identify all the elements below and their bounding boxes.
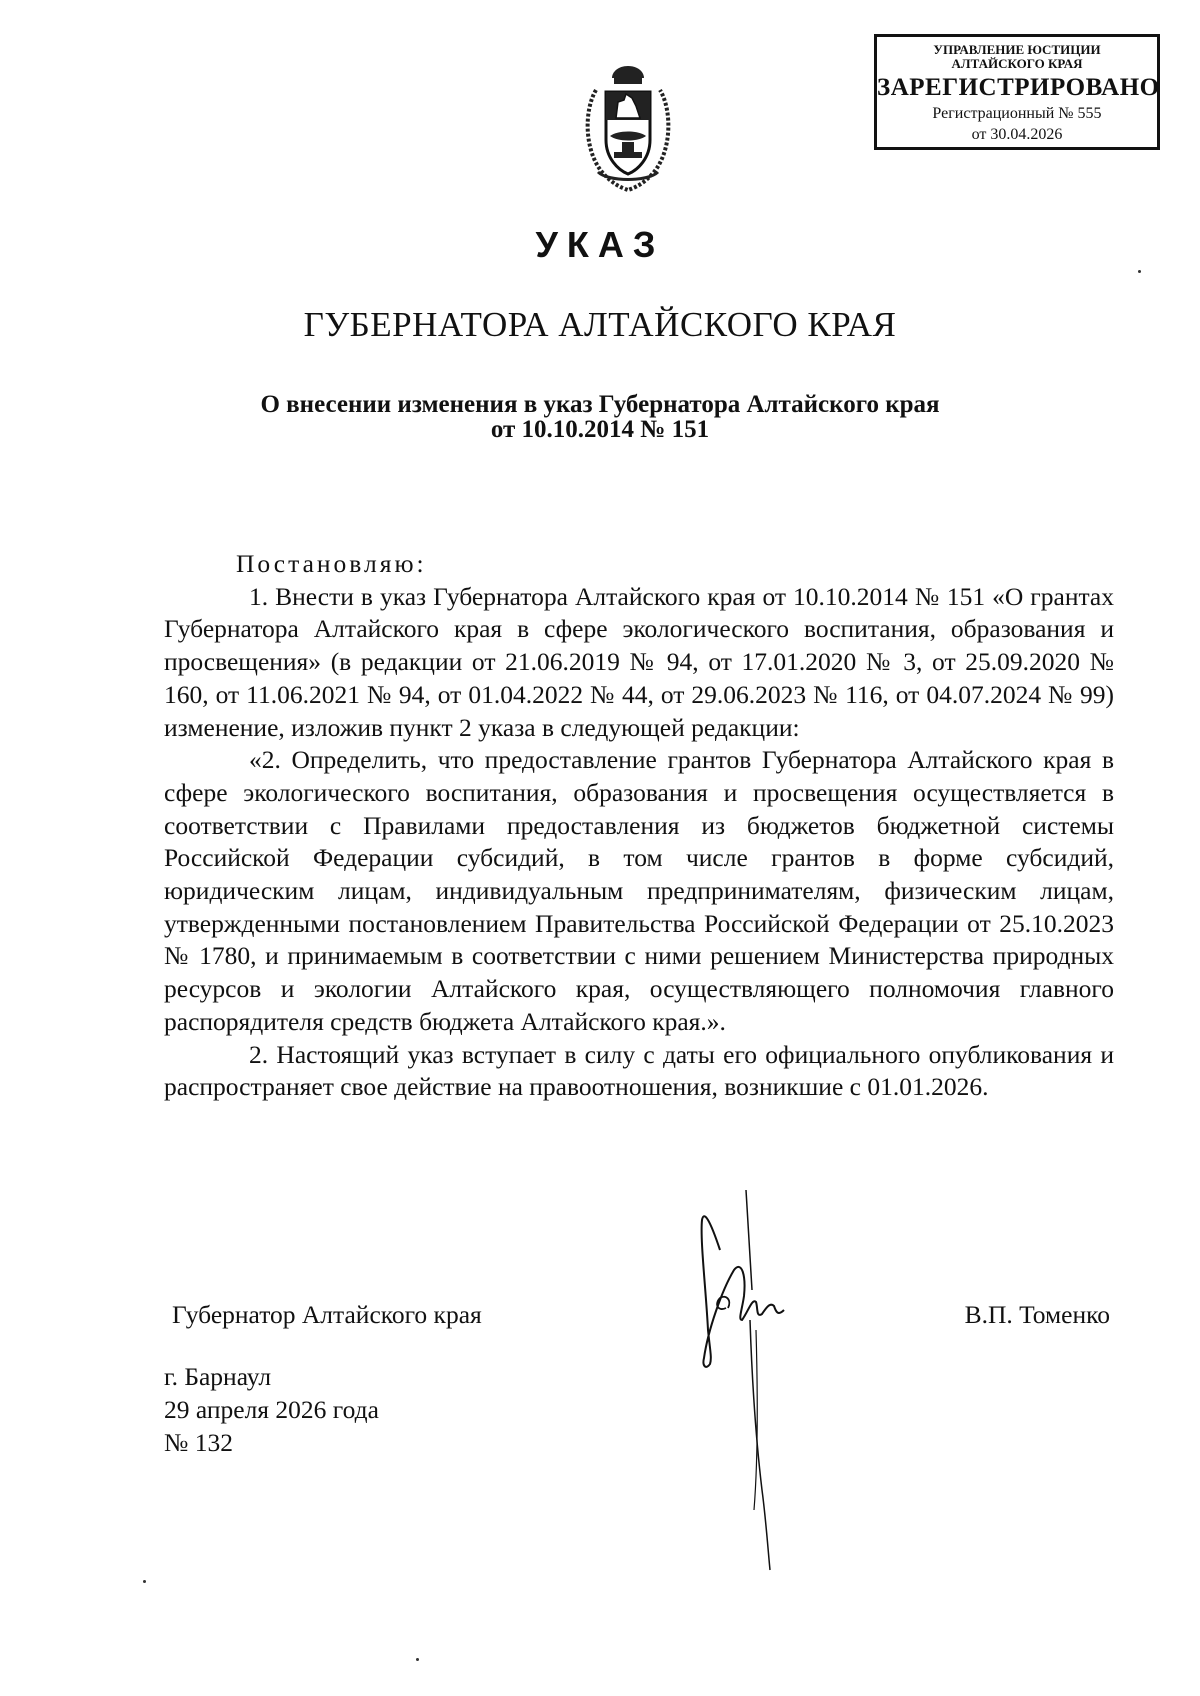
preamble: Постановляю: [236, 549, 427, 578]
stamp-status: ЗАРЕГИСТРИРОВАНО [877, 74, 1160, 101]
scan-speck [143, 1580, 146, 1583]
registration-stamp [874, 34, 1160, 150]
stamp-reg-number: Регистрационный № 555 [932, 105, 1102, 122]
issue-number: № 132 [164, 1428, 233, 1457]
signer-role: Губернатор Алтайского края [172, 1300, 482, 1329]
paragraph-2: «2. Определить, что предоставление грантов Губернатора Алтайского края в сфере экологического воспитания, образования и просвещения осуществляется в соответствии с Правилами предоставления из бюджетов бюджетной системы Российской Федерации субсидий, в том числе грантов в форме субсидий, юридическим лицам, индивидуальным предпринимателям, физическим лицам, утвержденными постановлением Правительства Российской Федерации от 25.10.2023 № 1780, и принимаемым в соответствии с ними решением Министерства природных ресурсов и экологии Алтайского края, осуществляющего полномочия главного распорядителя средств бюджета Алтайского края.». [164, 745, 1114, 1036]
issue-date: 29 апреля 2026 года [164, 1395, 379, 1424]
stamp-line-1: УПРАВЛЕНИЕ ЮСТИЦИИ [933, 42, 1101, 57]
document-body [164, 548, 1114, 1104]
paragraph-3: 2. Настоящий указ вступает в силу с даты его официального опубликования и распространяет свое действие на правоотношения, возникшие с 01.01.2026. [164, 1039, 1114, 1102]
document-subject [0, 392, 1200, 442]
stamp-line-2: АЛТАЙСКОГО КРАЯ [951, 56, 1083, 71]
coat-of-arms-icon [578, 60, 678, 200]
document-type: УКАЗ [535, 224, 665, 265]
handwritten-signature [660, 1180, 840, 1580]
subject-line-2: от 10.10.2014 № 151 [490, 416, 710, 443]
issue-city: г. Барнаул [164, 1362, 272, 1391]
scan-speck [416, 1658, 419, 1661]
scan-speck [1138, 270, 1141, 273]
subject-line-1: О внесении изменения в указ Губернатора Алтайского края [260, 391, 940, 418]
issue-details [164, 1360, 379, 1459]
paragraph-1: 1. Внести в указ Губернатора Алтайского края от 10.10.2014 № 151 «О грантах Губернатора Алтайского края в сфере экологического воспитания, образования и просвещения» (в редакции от 21.06.2019 № 94, от 17.01.2020 № 3, от 25.09.2020 № 160, от 11.06.2021 № 94, от 01.04.2022 № 44, от 29.06.2023 № 116, от 04.07.2024 № 99) изменение, изложив пункт 2 указа в следующей редакции: [164, 581, 1114, 742]
issuing-authority: ГУБЕРНАТОРА АЛТАЙСКОГО КРАЯ [303, 305, 897, 344]
signer-name: В.П. Томенко [964, 1300, 1110, 1329]
stamp-reg-date: от 30.04.2026 [971, 126, 1063, 143]
